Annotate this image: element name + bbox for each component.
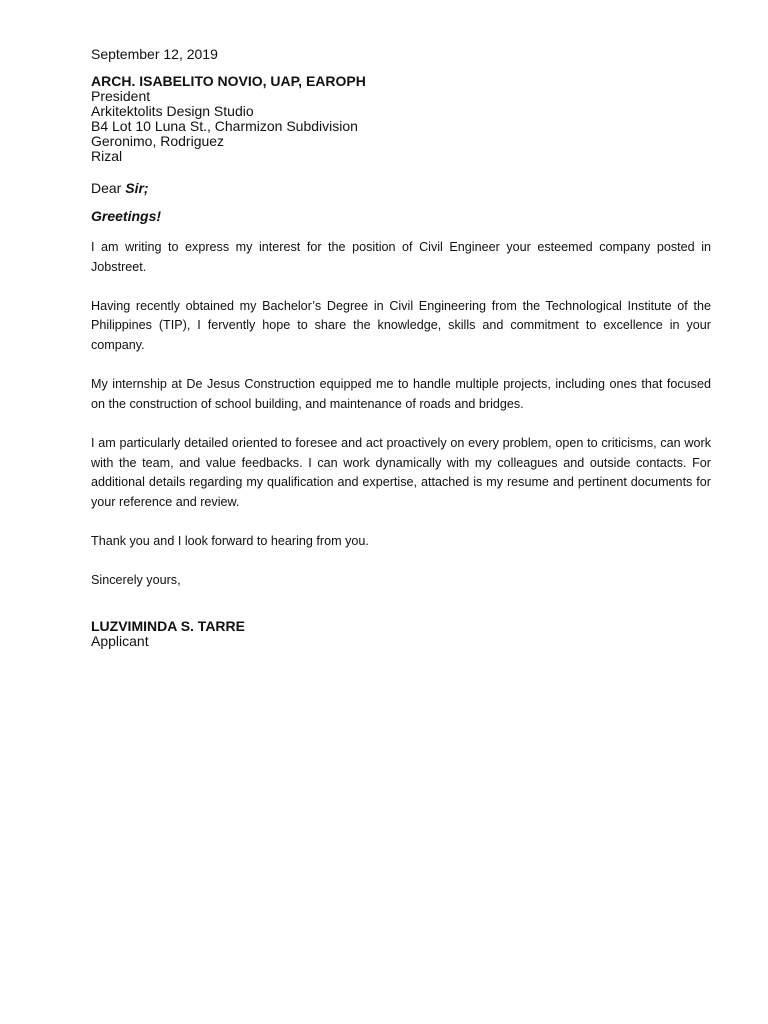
salutation-prefix: Dear [91,180,126,196]
recipient-address-line-2: Geronimo, Rodriguez [91,133,225,149]
signer-block [91,619,711,649]
letter-date: September 12, 2019 [91,46,218,62]
recipient-address-line-1: B4 Lot 10 Luna St., Charmizon Subdivision [91,118,358,134]
signer-role: Applicant [91,632,149,649]
recipient-title: President [91,88,151,104]
recipient-address-line-3: Rizal [91,148,123,164]
salutation [91,178,711,198]
signer-name: LUZVIMINDA S. TARRE [91,617,245,634]
recipient-company: Arkitektolits Design Studio [91,103,254,119]
salutation-name: Sir; [125,180,149,196]
body-paragraph-4: I am particularly detailed oriented to foresee and act proactively on every problem, open to criticisms, can work with the team, and value feedbacks. I can work dynamically with my colleagues and outside contacts. For additional details regarding my qualification and expertise, attached is my resume and pertinent documents for your reference and review. [91,435,711,509]
letter-page [91,44,711,649]
body-paragraph-3: My internship at De Jesus Construction equipped me to handle multiple projects, including ones that focused on the construction of school building, and maintenance of roads and bridges. [91,377,711,411]
closing: Sincerely yours, [91,573,181,588]
greeting: Greetings! [91,208,162,224]
recipient-name: ARCH. ISABELITO NOVIO, UAP, EAROPH [91,73,366,89]
body-paragraph-1: I am writing to express my interest for the position of Civil Engineer your esteemed company posted in Jobstreet. [91,240,711,274]
recipient-address-block [91,74,711,164]
body-paragraph-2: Having recently obtained my Bachelor’s Degree in Civil Engineering from the Technological Institute of the Philippines (TIP), I fervently hope to share the knowledge, skills and commitment to excellence in your company. [91,298,711,352]
body-paragraph-5: Thank you and I look forward to hearing from you. [91,533,369,548]
